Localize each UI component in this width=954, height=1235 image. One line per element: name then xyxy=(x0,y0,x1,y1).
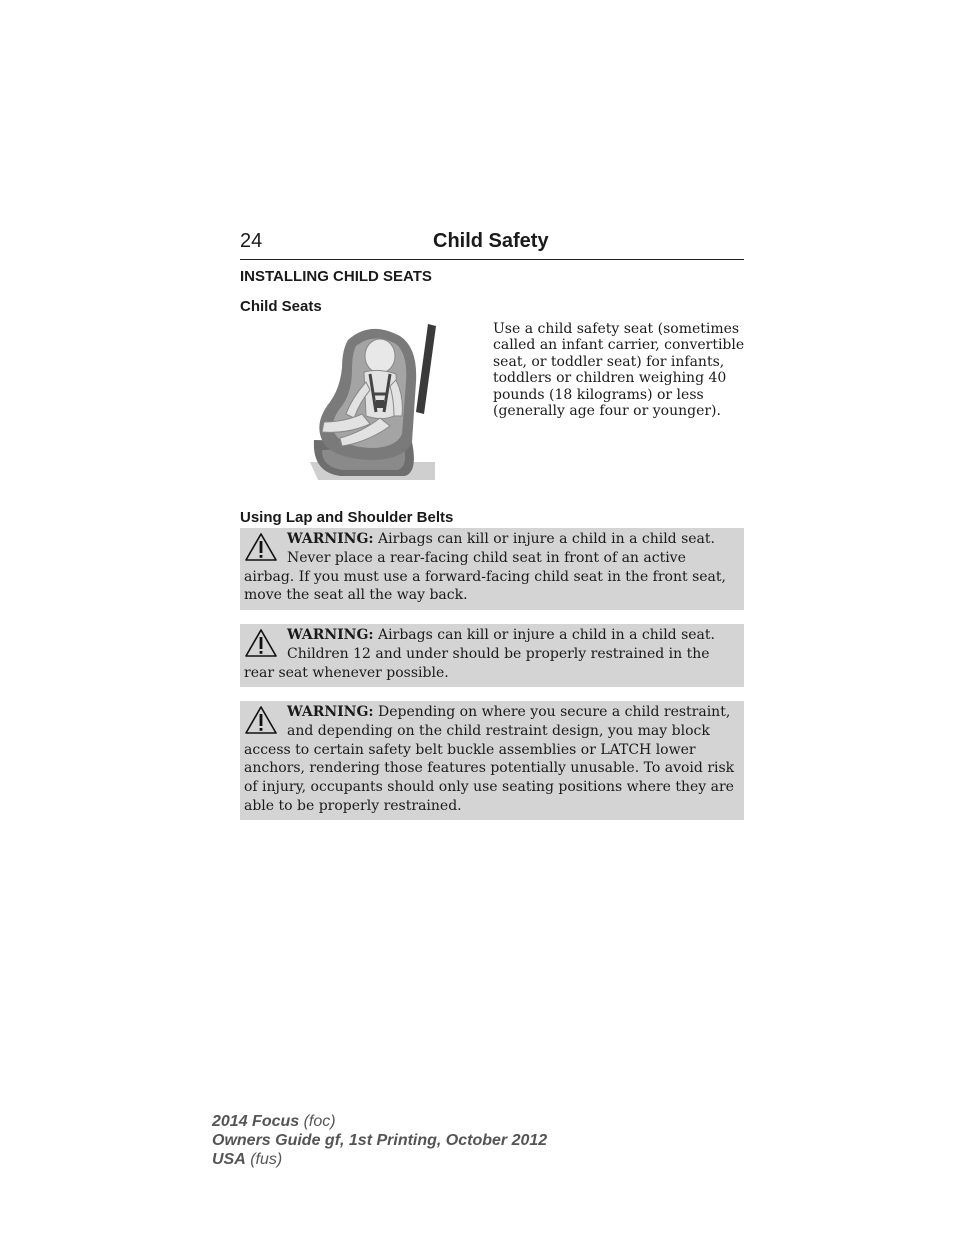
warning-box-rear-facing xyxy=(240,528,744,610)
child-seats-paragraph: Use a child safety seat (sometimes called an infant carrier, convertible seat, or toddler seat) for infants, toddlers or children weighing 40 pounds (18 kilograms) or less (generally age four or younger). xyxy=(493,321,745,420)
footer-market: USA xyxy=(212,1151,246,1168)
footer-model: 2014 Focus xyxy=(212,1113,300,1130)
child-seats-heading: Child Seats xyxy=(240,298,322,315)
footer-model-line xyxy=(212,1112,547,1131)
warning-triangle-icon xyxy=(244,628,278,658)
page-footer xyxy=(212,1112,547,1169)
warning-box-children-12 xyxy=(240,624,744,687)
chapter-title: Child Safety xyxy=(433,230,549,252)
warning-triangle-icon xyxy=(244,705,278,735)
lap-shoulder-heading: Using Lap and Shoulder Belts xyxy=(240,509,454,526)
warning-text: Airbags can kill or injure a child in a child seat. Never place a rear-facing child seat in front of an active airbag. If you must use a forward-facing child seat in the front seat, move the seat all the way back. xyxy=(244,531,726,604)
warning-text: Depending on where you secure a child restraint, and depending on the child restraint design, you may block access to certain safety belt buckle assemblies or LATCH lower anchors, rendering those features potentially unusable. To avoid risk of injury, occupants should only use seating positions where they are able to be properly restrained. xyxy=(244,704,735,814)
warning-label: WARNING: xyxy=(287,627,374,643)
page-header xyxy=(240,229,744,260)
footer-printing-line: Owners Guide gf, 1st Printing, October 2012 xyxy=(212,1132,548,1149)
warning-text: Airbags can kill or injure a child in a child seat. Children 12 and under should be properly restrained in the rear seat whenever possible. xyxy=(244,627,715,681)
footer-model-code: (foc) xyxy=(299,1113,336,1130)
warning-triangle-icon xyxy=(244,532,278,562)
warning-label: WARNING: xyxy=(287,531,374,547)
footer-market-code: (fus) xyxy=(245,1151,283,1168)
child-seat-illustration xyxy=(300,322,445,482)
page-number: 24 xyxy=(240,230,263,252)
footer-market-line xyxy=(212,1150,547,1169)
warning-label: WARNING: xyxy=(287,704,374,720)
warning-box-latch xyxy=(240,701,744,820)
section-title: INSTALLING CHILD SEATS xyxy=(240,268,432,285)
